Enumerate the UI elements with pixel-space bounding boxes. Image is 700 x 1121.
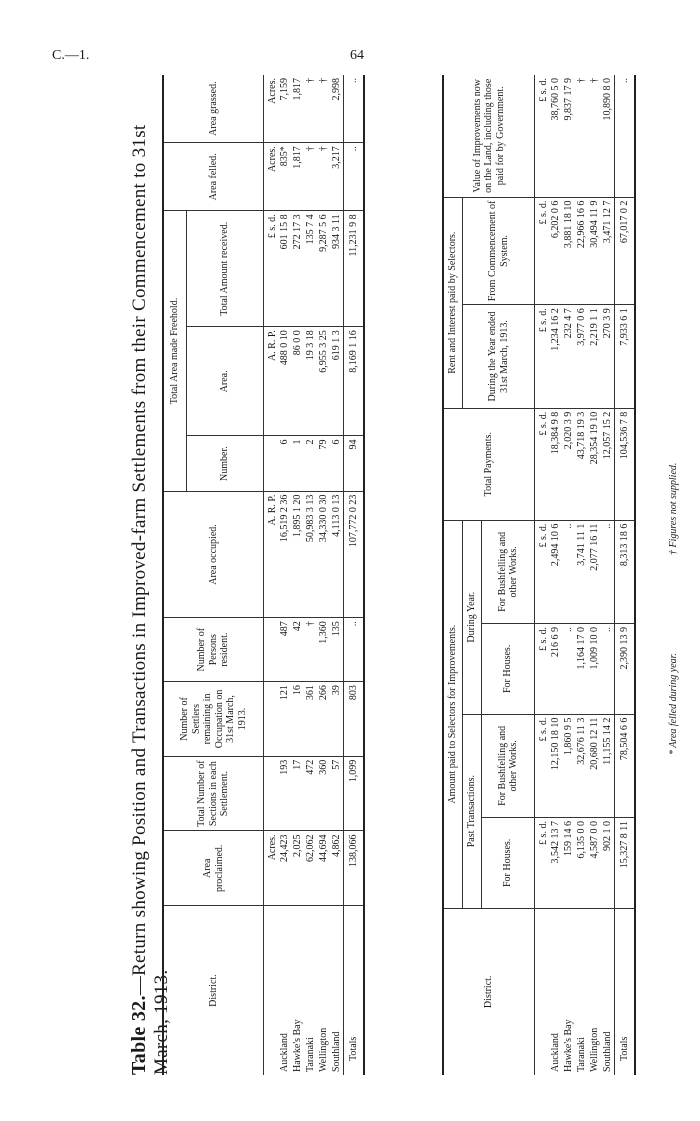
cell-rent-year: 3,977 0 6 [575, 305, 588, 408]
header-past-bushfelling: For Bushfelling and other Works. [482, 714, 535, 817]
cell-total-payments: 12,057 15 2 [601, 408, 615, 520]
cell-total-payments: 18,384 9 8 [549, 408, 562, 520]
cell-area-occupied: 4,113 0 13 [330, 491, 344, 618]
total-freehold-number: 94 [344, 436, 365, 491]
unit-past-bush: £ s. d. [535, 714, 550, 817]
total-freehold-area: 8,169 1 16 [344, 327, 365, 436]
total-year-houses: 2,390 13 9 [615, 624, 636, 715]
cell-settlers: 121 [278, 682, 291, 757]
cell-rent-year: 2,219 1 1 [588, 305, 601, 408]
header-value-improvements: Value of Improvements now on the Land, including those paid for by Government. [443, 75, 535, 197]
cell-freehold-area: 6,955 3 25 [317, 327, 330, 436]
cell-area-occupied: 34,330 0 30 [317, 491, 330, 618]
cell-area-felled: † [317, 143, 330, 211]
unit-rent-year: £ s. d. [535, 305, 550, 408]
unit-past-houses: £ s. d. [535, 818, 550, 909]
cell-past-houses: 6,135 0 0 [575, 818, 588, 909]
header-area-proclaimed: Area proclaimed. [163, 831, 264, 906]
rotated-page [120, 75, 700, 1075]
table-row [575, 75, 588, 1075]
header-year-bushfelling: For Bushfelling and other Works. [482, 520, 535, 623]
totals-label: Totals [344, 906, 365, 1075]
header-rent-year: During the Year ended 31st March, 1913. [463, 305, 535, 408]
header-persons-resident: Number of Persons resident. [163, 618, 264, 682]
cell-value: † [588, 75, 601, 197]
district-name: Taranaki [576, 1037, 587, 1072]
cell-rent-comm: 3,471 12 7 [601, 197, 615, 305]
cell-rent-year: 232 4 7 [562, 305, 575, 408]
totals-row [615, 75, 636, 1075]
settlements-position-table [162, 75, 365, 1075]
district-name: Southland [602, 1031, 613, 1072]
total-area-proclaimed: 138,066 [344, 831, 365, 906]
cell-value: 38,760 5 0 [549, 75, 562, 197]
cell-settlers: 16 [291, 682, 304, 757]
total-settlers: 803 [344, 682, 365, 757]
cell-year-houses: 1,009 10 0 [588, 624, 601, 715]
cell-persons: 42 [291, 618, 304, 682]
cell-freehold-number: 79 [317, 436, 330, 491]
cell-sections: 193 [278, 756, 291, 831]
table-row [291, 75, 304, 1075]
table-row [304, 75, 317, 1075]
header-during-year: During Year. [463, 520, 482, 714]
district-name: Auckland [279, 1033, 290, 1072]
cell-sections: 57 [330, 756, 344, 831]
unit-year-houses: £ s. d. [535, 624, 550, 715]
header-past-houses: For Houses. [482, 818, 535, 909]
unit-area-felled: Acres. [264, 143, 279, 211]
cell-freehold-amount: 934 3 11 [330, 211, 344, 327]
total-payments: 104,536 7 8 [615, 408, 636, 520]
table-row [588, 75, 601, 1075]
header-year-houses: For Houses. [482, 624, 535, 715]
footnote-not-supplied: † Figures not supplied. [668, 462, 679, 555]
total-rent-comm: 67,017 0 2 [615, 197, 636, 305]
cell-past-bush: 11,155 14 2 [601, 714, 615, 817]
cell-persons: 135 [330, 618, 344, 682]
header-district-2: District. [443, 908, 535, 1075]
header-rent-group: Rent and Interest paid by Selectors. [443, 197, 463, 408]
district-name: Hawke's Bay [563, 1019, 574, 1072]
cell-year-houses: .. [601, 624, 615, 715]
cell-past-houses: 3,542 13 7 [549, 818, 562, 909]
header-area-grassed: Area grassed. [163, 75, 264, 143]
cell-area-proclaimed: 2,025 [291, 831, 304, 906]
cell-persons: 487 [278, 618, 291, 682]
district-name: Wellington [318, 1027, 329, 1072]
cell-past-bush: 20,680 12 11 [588, 714, 601, 817]
header-area-felled: Area felled. [163, 143, 264, 211]
cell-freehold-amount: 9,287 5 6 [317, 211, 330, 327]
total-past-houses: 15,327 8 11 [615, 818, 636, 909]
cell-rent-comm: 3,881 18 10 [562, 197, 575, 305]
unit-freehold-amount: £ s. d. [264, 211, 279, 327]
header-total-payments: Total Payments. [443, 408, 535, 520]
cell-total-payments: 2,020 3 9 [562, 408, 575, 520]
cell-rent-year: 270 3 9 [601, 305, 615, 408]
cell-persons: † [304, 618, 317, 682]
cell-sections: 17 [291, 756, 304, 831]
cell-year-houses: .. [562, 624, 575, 715]
total-year-bush: 8,313 18 6 [615, 520, 636, 623]
cell-area-grassed: † [304, 75, 317, 143]
cell-area-felled: 835* [278, 143, 291, 211]
cell-persons: 1,360 [317, 618, 330, 682]
page-number: 64 [350, 48, 364, 63]
cell-area-occupied: 16,519 2 36 [278, 491, 291, 618]
cell-year-bush: 3,741 11 1 [575, 520, 588, 623]
cell-settlers: 39 [330, 682, 344, 757]
cell-past-bush: 32,676 11 3 [575, 714, 588, 817]
total-past-bush: 78,504 6 6 [615, 714, 636, 817]
cell-sections: 360 [317, 756, 330, 831]
cell-year-bush: .. [601, 520, 615, 623]
improvements-rent-table [442, 75, 636, 1075]
cell-area-grassed: 1,817 [291, 75, 304, 143]
cell-area-grassed: 7,159 [278, 75, 291, 143]
district-name: Southland [331, 1031, 342, 1072]
page-reference: C.—1. [52, 48, 90, 63]
header-settlers-remaining: Number of Settlers remaining in Occupation on 31st March, 1913. [163, 682, 264, 757]
unit-area-occupied: A. R. P. [264, 491, 279, 618]
district-name: Taranaki [305, 1037, 316, 1072]
header-rent-commencement: From Commencement of System. [463, 197, 535, 305]
cell-area-felled: † [304, 143, 317, 211]
header-freehold-group: Total Area made Freehold. [163, 211, 187, 491]
cell-year-houses: 216 6 9 [549, 624, 562, 715]
table-title-text: —Return showing Position and Transactions in Improved-farm Settlements from their Commencement to 31st March, 1913. [129, 124, 172, 1075]
cell-value: 10,890 8 0 [601, 75, 615, 197]
total-freehold-amount: 11,231 9 8 [344, 211, 365, 327]
totals-row [344, 75, 365, 1075]
unit-area-grassed: Acres. [264, 75, 279, 143]
cell-freehold-number: 2 [304, 436, 317, 491]
cell-settlers: 361 [304, 682, 317, 757]
table-row [601, 75, 615, 1075]
header-area-occupied: Area occupied. [163, 491, 264, 618]
total-area-felled: .. [344, 143, 365, 211]
cell-sections: 472 [304, 756, 317, 831]
cell-year-bush: 2,077 16 11 [588, 520, 601, 623]
cell-value: 9,837 17 9 [562, 75, 575, 197]
header-improvements-group: Amount paid to Selectors for Improvements. [443, 520, 463, 908]
cell-freehold-number: 6 [278, 436, 291, 491]
cell-area-grassed: 2,998 [330, 75, 344, 143]
header-past-transactions: Past Transactions. [463, 714, 482, 908]
cell-year-houses: 1,164 17 0 [575, 624, 588, 715]
cell-freehold-number: 1 [291, 436, 304, 491]
cell-past-houses: 4,587 0 0 [588, 818, 601, 909]
cell-area-occupied: 50,983 3 13 [304, 491, 317, 618]
cell-area-occupied: 1,895 1 20 [291, 491, 304, 618]
district-name: Auckland [550, 1033, 561, 1072]
header-district: District. [163, 906, 264, 1075]
total-area-grassed: .. [344, 75, 365, 143]
total-value: .. [615, 75, 636, 197]
cell-area-proclaimed: 44,694 [317, 831, 330, 906]
unit-total: £ s. d. [535, 408, 550, 520]
cell-freehold-area: 86 0 0 [291, 327, 304, 436]
total-sections: 1,099 [344, 756, 365, 831]
cell-area-felled: 1,817 [291, 143, 304, 211]
cell-year-bush: 2,494 10 6 [549, 520, 562, 623]
cell-freehold-area: 488 0 10 [278, 327, 291, 436]
district-name: Wellington [589, 1027, 600, 1072]
table-row [317, 75, 330, 1075]
cell-area-proclaimed: 62,062 [304, 831, 317, 906]
footnote-area-felled: * Area felled during year. [668, 653, 679, 755]
cell-total-payments: 43,718 19 3 [575, 408, 588, 520]
table-number: Table 32. [128, 995, 150, 1075]
header-freehold-amount: Total Amount received. [187, 211, 264, 327]
table-row [562, 75, 575, 1075]
cell-freehold-area: 19 3 18 [304, 327, 317, 436]
cell-past-bush: 1,860 9 5 [562, 714, 575, 817]
table-row [330, 75, 344, 1075]
unit-year-bush: £ s. d. [535, 520, 550, 623]
cell-freehold-amount: 272 17 3 [291, 211, 304, 327]
cell-freehold-amount: 601 15 8 [278, 211, 291, 327]
unit-value: £ s. d. [535, 75, 550, 197]
cell-area-proclaimed: 4,862 [330, 831, 344, 906]
cell-year-bush: .. [562, 520, 575, 623]
table-row [549, 75, 562, 1075]
cell-area-proclaimed: 24,423 [278, 831, 291, 906]
unit-rent-comm: £ s. d. [535, 197, 550, 305]
header-freehold-area: Area. [187, 327, 264, 436]
cell-area-grassed: † [317, 75, 330, 143]
cell-rent-comm: 22,966 16 6 [575, 197, 588, 305]
total-area-occupied: 107,772 0 23 [344, 491, 365, 618]
table-row [278, 75, 291, 1075]
cell-settlers: 266 [317, 682, 330, 757]
cell-area-felled: 3,217 [330, 143, 344, 211]
cell-total-payments: 28,354 19 10 [588, 408, 601, 520]
header-freehold-number: Number. [187, 436, 264, 491]
header-total-sections: Total Number of Sections in each Settlement. [163, 756, 264, 831]
district-name: Hawke's Bay [292, 1019, 303, 1072]
cell-value: † [575, 75, 588, 197]
cell-freehold-amount: 135 7 4 [304, 211, 317, 327]
cell-rent-comm: 6,202 0 6 [549, 197, 562, 305]
unit-freehold-area: A. R. P. [264, 327, 279, 436]
totals-label: Totals [615, 908, 636, 1075]
total-rent-year: 7,933 6 1 [615, 305, 636, 408]
cell-past-houses: 902 1 0 [601, 818, 615, 909]
cell-past-houses: 159 14 6 [562, 818, 575, 909]
cell-rent-year: 1,234 16 2 [549, 305, 562, 408]
cell-rent-comm: 30,494 11 9 [588, 197, 601, 305]
cell-freehold-area: 619 1 3 [330, 327, 344, 436]
unit-area-proclaimed: Acres. [264, 831, 279, 906]
cell-past-bush: 12,150 18 10 [549, 714, 562, 817]
cell-freehold-number: 6 [330, 436, 344, 491]
total-persons: .. [344, 618, 365, 682]
